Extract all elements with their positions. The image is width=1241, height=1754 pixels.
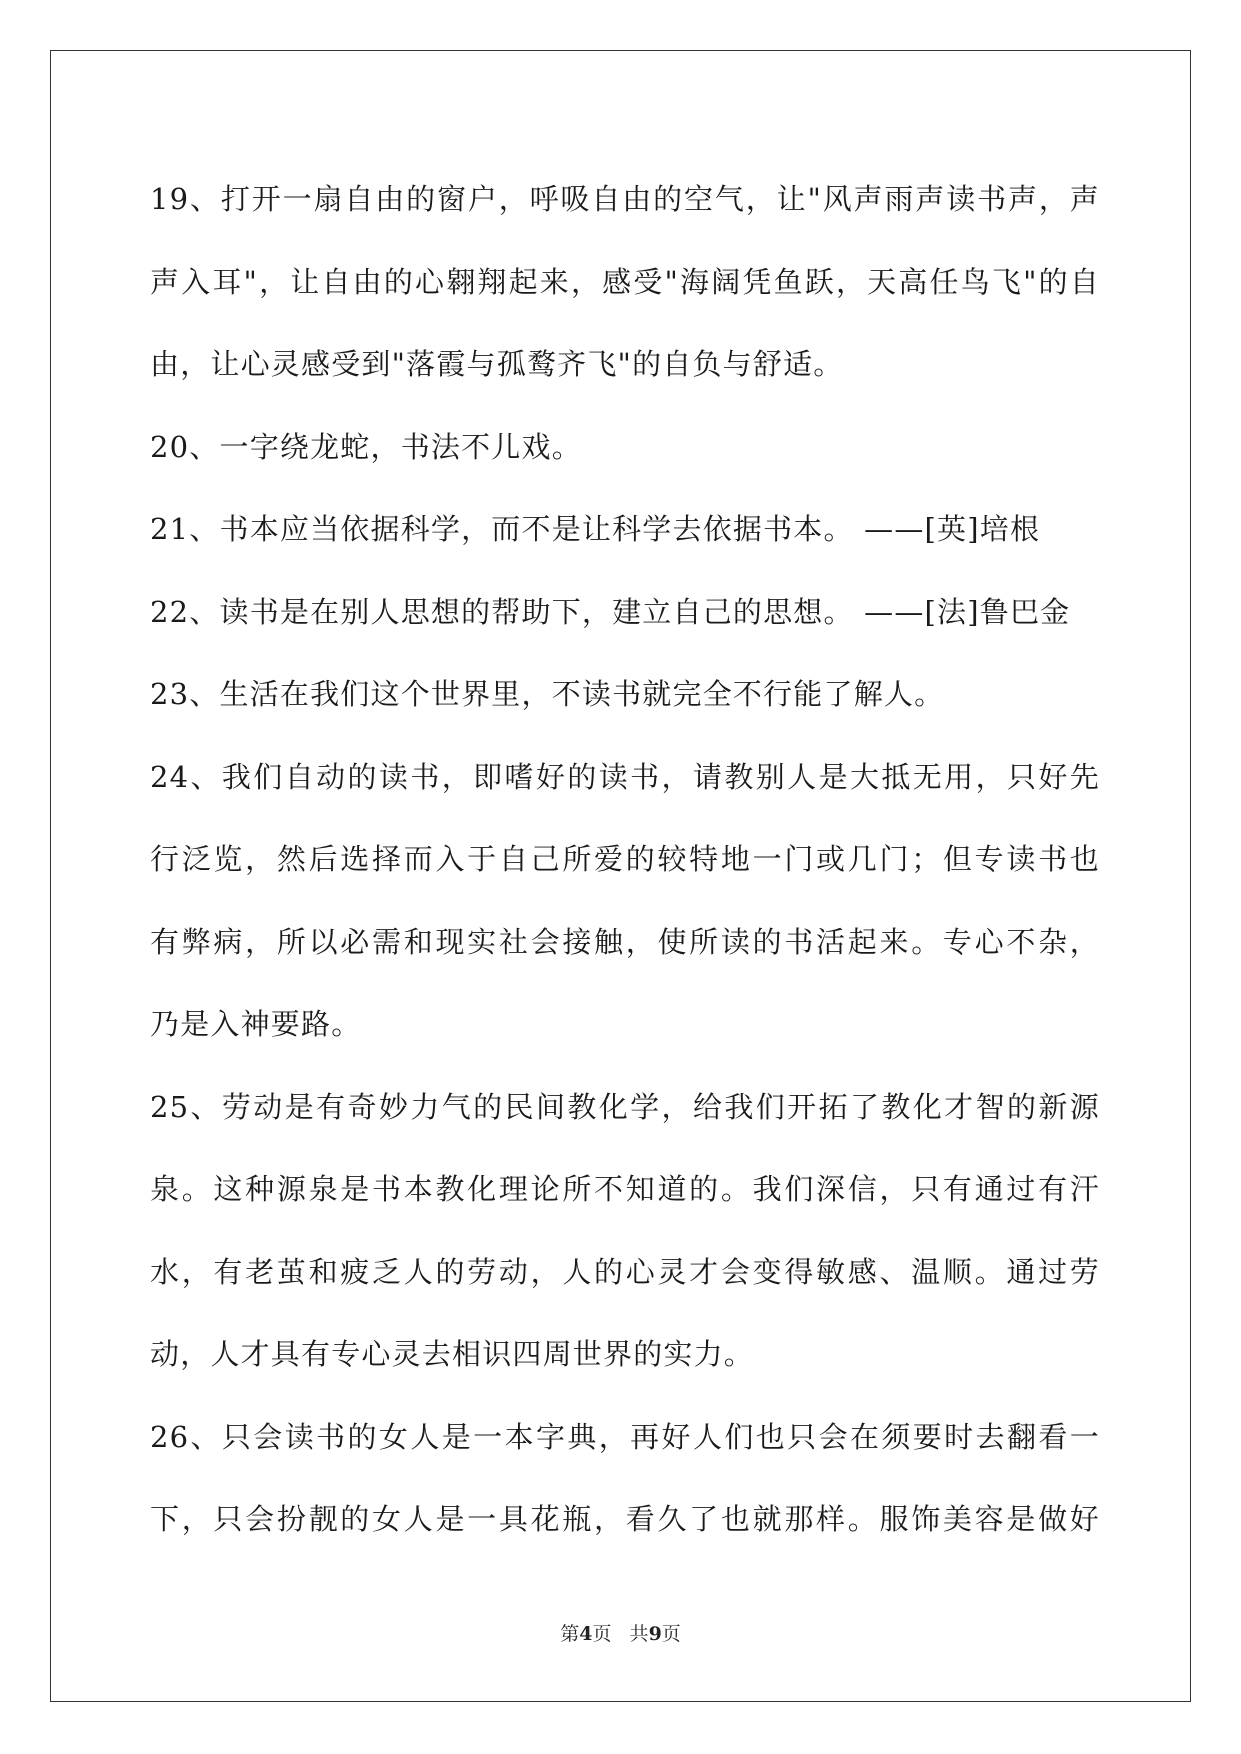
text-line: 声入耳"，让自由的心翱翔起来，感受"海阔凭鱼跃，天高任鸟飞"的自 bbox=[150, 264, 1100, 299]
text-line: 水，有老茧和疲乏人的劳动，人的心灵才会变得敏感、温顺。通过劳 bbox=[150, 1254, 1100, 1289]
text-line: 泉。这种源泉是书本教化理论所不知道的。我们深信，只有通过有汗 bbox=[150, 1172, 1100, 1206]
text-line: 22、读书是在别人思想的帮助下，建立自己的思想。 ——[法]鲁巴金 bbox=[150, 594, 1071, 629]
text-line: 23、生活在我们这个世界里，不读书就完全不行能了解人。 bbox=[150, 677, 945, 711]
text-line: 24、我们自动的读书，即嗜好的读书，请教别人是大抵无用，只好先 bbox=[150, 759, 1100, 794]
text-line: 有弊病，所以必需和现实社会接触，使所读的书活起来。专心不杂， bbox=[150, 924, 1100, 959]
text-line: 由，让心灵感受到"落霞与孤鹜齐飞"的自负与舒适。 bbox=[150, 347, 844, 381]
text-line: 动，人才具有专心灵去相识四周世界的实力。 bbox=[150, 1337, 755, 1371]
footer-suffix: 页 bbox=[661, 1623, 681, 1645]
text-line: 行泛览，然后选择而入于自己所爱的较特地一门或几门；但专读书也 bbox=[150, 842, 1100, 876]
document-body bbox=[150, 158, 1100, 1561]
text-line: 19、打开一扇自由的窗户，呼吸自由的空气，让"风声雨声读书声，声 bbox=[150, 182, 1100, 216]
footer-prefix: 第 bbox=[560, 1623, 580, 1645]
text-line: 21、书本应当依据科学，而不是让科学去依据书本。 ——[英]培根 bbox=[150, 512, 1041, 546]
current-page-number: 4 bbox=[579, 1623, 593, 1645]
total-pages-number: 9 bbox=[648, 1623, 662, 1645]
text-line: 下，只会扮靓的女人是一具花瓶，看久了也就那样。服饰美容是做好 bbox=[150, 1502, 1100, 1536]
text-line: 乃是入神要路。 bbox=[150, 1007, 362, 1041]
text-line: 20、一字绕龙蛇，书法不儿戏。 bbox=[150, 429, 582, 464]
page-footer bbox=[0, 1619, 1241, 1646]
text-line: 26、只会读书的女人是一本字典，再好人们也只会在须要时去翻看一 bbox=[150, 1419, 1100, 1454]
footer-mid: 页 共 bbox=[592, 1623, 649, 1645]
text-line: 25、劳动是有奇妙力气的民间教化学，给我们开拓了教化才智的新源 bbox=[150, 1089, 1100, 1124]
